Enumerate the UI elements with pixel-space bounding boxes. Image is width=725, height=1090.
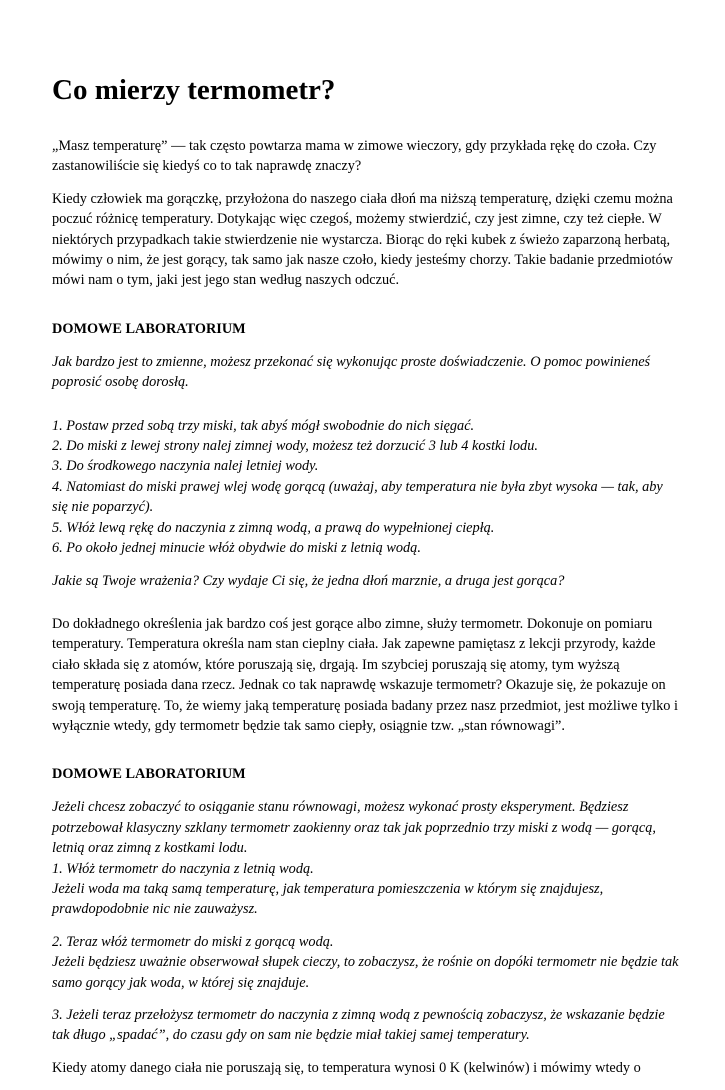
- intro-paragraph-1: „Masz temperaturę” — tak często powtarza mama w zimowe wieczory, gdy przykłada rękę do czoła. Czy zastanowiliście się kiedyś co to tak naprawdę znaczy?: [52, 138, 657, 175]
- lab2-heading: DOMOWE LABORATORIUM: [52, 766, 246, 783]
- page-title: Co mierzy termometr?: [52, 74, 336, 106]
- lab2-step-1: 1. Włóż termometr do naczynia z letnią wodą.: [52, 860, 314, 877]
- body-paragraph-2: Do dokładnego określenia jak bardzo coś jest gorące albo zimne, służy termometr. Dokonuje on pomiaru temperatury. Temperatura określa nam stan cieplny ciała. Jak zapewne pamiętasz z lekcji przyrody, każde ciało składa się z atomów, które poruszają się, drgają. Im szybciej poruszają się atomy, tym wyższą temperaturę posiada dana rzecz. Jednak co tak naprawdę wskazuje termometr? Okazuje się, że pokazuje on swoją temperaturę. To, że wiemy jaką temperaturę posiada badany przez nasz przedmiot, jest możliwe tylko i wyłącznie wtedy, gdy termometr będzie tak samo ciepły, osiągnie tzw. „stan równowagi”.: [52, 615, 678, 734]
- lab2-step-3: 3. Jeżeli teraz przełożysz termometr do naczynia z zimną wodą z pewnością zobaczysz, że wskazanie będzie tak długo „spadać”, do czasu gdy on sam nie będzie miał takiej samej temperatury.: [52, 1007, 665, 1044]
- lab1-step-5: 5. Włóż lewą rękę do naczynia z zimną wodą, a prawą do wypełnionej ciepłą.: [52, 519, 495, 536]
- lab1-step-4: 4. Natomiast do miski prawej wlej wodę gorącą (uważaj, aby temperatura nie była zbyt wysoka — tak, aby się nie poparzyć).: [52, 478, 663, 516]
- lab2-step-1-note: Jeżeli woda ma taką samą temperaturę, jak temperatura pomieszczenia w którym się znajdujesz, prawdopodobnie nic nie zauważysz.: [52, 880, 604, 918]
- lab1-step-3: 3. Do środkowego naczynia nalej letniej wody.: [52, 458, 319, 475]
- lab1-step-1: 1. Postaw przed sobą trzy miski, tak abyś mógł swobodnie do nich sięgać.: [52, 417, 475, 434]
- lab2-step-2-note: Jeżeli będziesz uważnie obserwował słupek cieczy, to zobaczysz, że rośnie on dopóki termometr nie będzie tak samo gorący jak woda, w której się znajduje.: [52, 954, 679, 991]
- document-page: [52, 72, 680, 1090]
- intro-paragraph-2: Kiedy człowiek ma gorączkę, przyłożona do naszego ciała dłoń ma niższą temperaturę, dzięki czemu można poczuć różnicę temperatury. Dotykając więc czegoś, możemy stwierdzić, czy jest zimne, czy też ciepłe. W niektórych przypadkach takie stwierdzenie nie wystarcza. Biorąc do ręki kubek z świeżo zaparzoną herbatą, mówimy o nim, że jest gorący, tak samo jak nasze czoło, kiedy jesteśmy chorzy. Takie badanie przedmiotów mówi nam o tym, jaki jest jego stan według naszych odczuć.: [52, 190, 673, 289]
- lab2-intro: [52, 797, 680, 919]
- lab2-intro-text: Jeżeli chcesz zobaczyć to osiąganie stanu równowagi, możesz wykonać prosty eksperyment. Będziesz potrzebował klasyczny szklany termometr zaokienny oraz tak jak poprzednio trzy miski z wodą — gorącą, letnią oraz zimną z kostkami lodu.: [52, 799, 656, 857]
- lab2-step-2: 2. Teraz włóż termometr do miski z gorącą wodą.: [52, 933, 334, 950]
- body-paragraph-3: Kiedy atomy danego ciała nie poruszają się, to temperatura wynosi 0 K (kelwinów) i mówimy wtedy o: [52, 1059, 641, 1076]
- lab2-step-2-block: [52, 932, 680, 993]
- lab1-question: Jakie są Twoje wrażenia? Czy wydaje Ci się, że jedna dłoń marznie, a druga jest gorąca?: [52, 572, 565, 589]
- lab1-steps: [52, 416, 680, 559]
- lab1-step-6: 6. Po około jednej minucie włóż obydwie do miski z letnią wodą.: [52, 540, 421, 557]
- lab1-intro: Jak bardzo jest to zmienne, możesz przekonać się wykonując proste doświadczenie. O pomoc powinieneś poprosić osobę dorosłą.: [52, 353, 651, 391]
- lab1-step-2: 2. Do miski z lewej strony nalej zimnej wody, możesz też dorzucić 3 lub 4 kostki lodu.: [52, 438, 538, 455]
- lab1-heading: DOMOWE LABORATORIUM: [52, 320, 246, 337]
